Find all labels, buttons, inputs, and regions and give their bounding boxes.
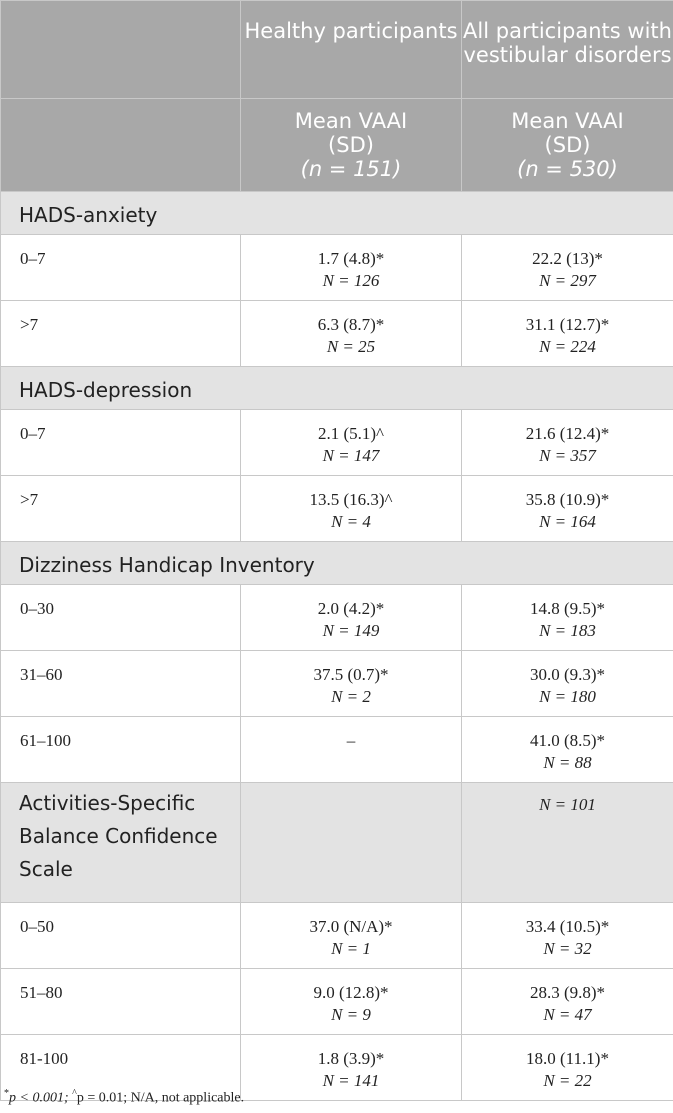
row-label: 61–100 bbox=[1, 717, 241, 783]
healthy-value: 9.0 (12.8)* N = 9 bbox=[241, 969, 462, 1035]
healthy-value: 1.8 (3.9)* N = 141 bbox=[241, 1035, 462, 1101]
table-row bbox=[1, 301, 673, 367]
table-row bbox=[1, 235, 673, 301]
healthy-value: 13.5 (16.3)^ N = 4 bbox=[241, 476, 462, 542]
healthy-value: 1.7 (4.8)* N = 126 bbox=[241, 235, 462, 301]
row-label: >7 bbox=[1, 476, 241, 542]
header-empty-cell bbox=[1, 1, 241, 99]
section-title: Dizziness Handicap Inventory bbox=[1, 542, 673, 585]
row-label: 0–50 bbox=[1, 903, 241, 969]
table-row bbox=[1, 903, 673, 969]
table-row bbox=[1, 969, 673, 1035]
vestibular-value: 18.0 (11.1)* N = 22 bbox=[462, 1035, 673, 1101]
row-label: 0–7 bbox=[1, 235, 241, 301]
table-row bbox=[1, 651, 673, 717]
section-title: Activities-Specific Balance Confidence Scale bbox=[1, 783, 241, 903]
header-healthy-title: Healthy participants bbox=[241, 1, 462, 99]
header-empty-cell bbox=[1, 99, 241, 192]
healthy-value: 37.0 (N/A)* N = 1 bbox=[241, 903, 462, 969]
healthy-value: 6.3 (8.7)* N = 25 bbox=[241, 301, 462, 367]
section-row-hads-anxiety bbox=[1, 192, 673, 235]
table-footnote: *p < 0.001; ^p = 0.01; N/A, not applicable. bbox=[4, 1088, 245, 1106]
table-row bbox=[1, 476, 673, 542]
section-title: HADS-depression bbox=[1, 367, 673, 410]
section-vestibular-n: N = 101 bbox=[462, 783, 673, 903]
vestibular-value: 14.8 (9.5)* N = 183 bbox=[462, 585, 673, 651]
header-vestibular-measure: Mean VAAI (SD) (n = 530) bbox=[462, 99, 673, 192]
table-row bbox=[1, 717, 673, 783]
vestibular-value: 28.3 (9.8)* N = 47 bbox=[462, 969, 673, 1035]
vestibular-value: 31.1 (12.7)* N = 224 bbox=[462, 301, 673, 367]
vestibular-value: 22.2 (13)* N = 297 bbox=[462, 235, 673, 301]
row-label: 51–80 bbox=[1, 969, 241, 1035]
section-row-dhi bbox=[1, 542, 673, 585]
table-row bbox=[1, 410, 673, 476]
table-row bbox=[1, 585, 673, 651]
row-label: 0–7 bbox=[1, 410, 241, 476]
row-label: 31–60 bbox=[1, 651, 241, 717]
vestibular-value: 35.8 (10.9)* N = 164 bbox=[462, 476, 673, 542]
row-label: >7 bbox=[1, 301, 241, 367]
section-title: HADS-anxiety bbox=[1, 192, 673, 235]
vestibular-value: 30.0 (9.3)* N = 180 bbox=[462, 651, 673, 717]
row-label: 0–30 bbox=[1, 585, 241, 651]
vestibular-value: 41.0 (8.5)* N = 88 bbox=[462, 717, 673, 783]
vestibular-value: 33.4 (10.5)* N = 32 bbox=[462, 903, 673, 969]
row-label: 81-100 bbox=[1, 1035, 241, 1101]
section-empty-cell bbox=[241, 783, 462, 903]
healthy-value: – bbox=[241, 717, 462, 783]
healthy-value: 2.1 (5.1)^ N = 147 bbox=[241, 410, 462, 476]
header-healthy-measure: Mean VAAI (SD) (n = 151) bbox=[241, 99, 462, 192]
section-row-abc-scale bbox=[1, 783, 673, 903]
header-row-titles bbox=[1, 1, 673, 99]
healthy-value: 2.0 (4.2)* N = 149 bbox=[241, 585, 462, 651]
vestibular-value: 21.6 (12.4)* N = 357 bbox=[462, 410, 673, 476]
section-row-hads-depression bbox=[1, 367, 673, 410]
healthy-value: 37.5 (0.7)* N = 2 bbox=[241, 651, 462, 717]
header-vestibular-title: All participants with vestibular disorders bbox=[462, 1, 673, 99]
header-row-measures bbox=[1, 99, 673, 192]
